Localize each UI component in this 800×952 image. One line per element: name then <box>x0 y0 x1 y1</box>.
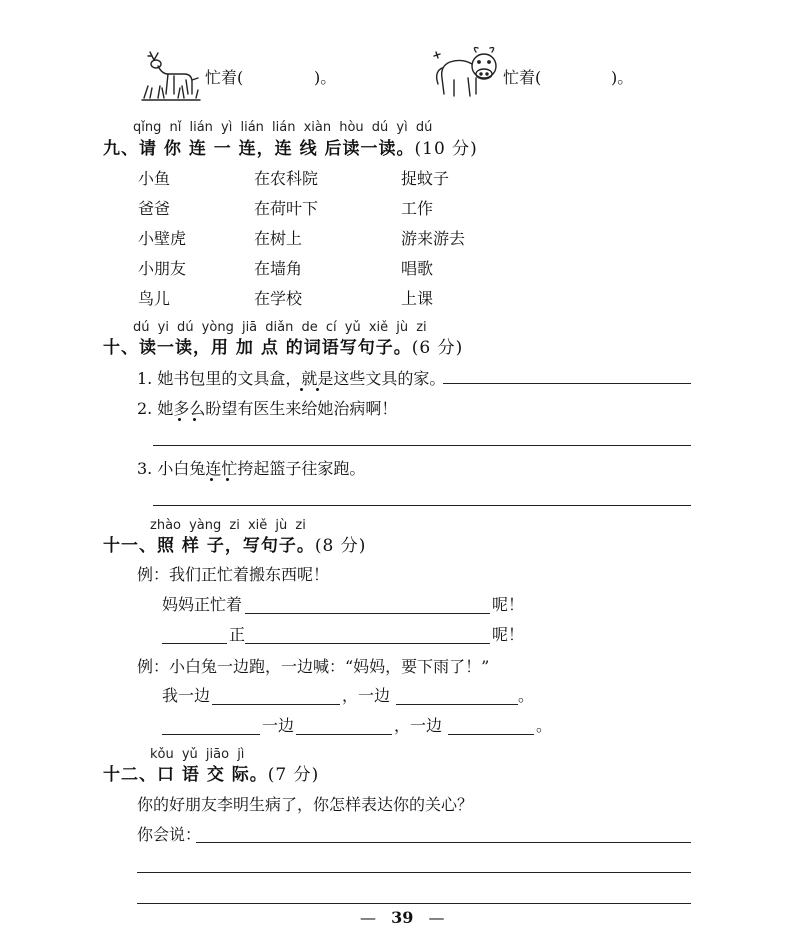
emphasis-dot <box>300 388 303 391</box>
ex1-a-suffix: 呢！ <box>492 595 525 614</box>
cow-illustration <box>432 44 502 100</box>
answer-line-3[interactable] <box>153 505 691 506</box>
match-col3-item[interactable]: 捉蚊子 <box>401 169 450 188</box>
answer-line-1[interactable] <box>443 383 691 384</box>
match-col1-item[interactable]: 小朋友 <box>138 259 187 278</box>
cow-blank-close: )。 <box>611 68 634 87</box>
match-col1-item[interactable]: 小壁虎 <box>138 229 187 248</box>
ex1-b-middle: 正 <box>229 625 246 644</box>
section12-title-text: 十二、口 语 交 际。 <box>103 765 268 785</box>
section11-score: (8 分) <box>314 536 367 556</box>
sentence-1: 1. 她书包里的文具盒，就是这些文具的家。 <box>137 369 446 388</box>
footer-dash-right: — <box>428 908 445 927</box>
example-2: 例：小白兔一边跑，一边喊：“妈妈，要下雨了！” <box>137 657 490 676</box>
ex2-b-answer-line-3[interactable] <box>448 734 534 735</box>
emphasis-dot <box>226 478 229 481</box>
match-col2-item[interactable]: 在荷叶下 <box>254 199 319 218</box>
speech-answer-line-3[interactable] <box>137 903 691 904</box>
match-col2-item[interactable]: 在墙角 <box>254 259 303 278</box>
match-col3-item[interactable]: 工作 <box>401 199 434 218</box>
section11-pinyin: zhào yàng zi xiě jù zi <box>150 518 306 533</box>
ex1-b-answer-line-1[interactable] <box>162 643 227 644</box>
section12-question: 你的好朋友李明生病了，你怎样表达你的关心？ <box>137 795 474 814</box>
section12-title <box>103 765 319 785</box>
section9-title-text: 九、请 你 连 一 连，连 线 后读一读。 <box>103 139 415 159</box>
section12-pinyin: kǒu yǔ jiāo jì <box>150 747 245 762</box>
section11-title-text: 十一、照 样 子，写句子。 <box>103 536 315 556</box>
ex1-b-suffix: 呢！ <box>492 625 525 644</box>
section11-title <box>103 536 366 556</box>
section10-title <box>103 338 463 358</box>
page-number-footer <box>360 908 444 928</box>
emphasis-dot <box>316 388 319 391</box>
ex2-a-answer-line-1[interactable] <box>212 704 340 705</box>
ex2-b-answer-line-2[interactable] <box>296 734 392 735</box>
section9-score: (10 分) <box>414 139 478 159</box>
page-number: 39 <box>391 908 414 927</box>
match-col2-item[interactable]: 在树上 <box>254 229 303 248</box>
section9-pinyin: qǐng nǐ lián yì lián lián xiàn hòu dú yì dú <box>133 120 433 135</box>
match-col2-item[interactable]: 在学校 <box>254 289 303 308</box>
ex2-b-answer-line-1[interactable] <box>162 734 260 735</box>
section12-score: (7 分) <box>267 765 320 785</box>
section10-title-text: 十、读一读，用 加 点 的词语写句子。 <box>103 338 412 358</box>
cow-icon <box>432 44 502 100</box>
match-col1-item[interactable]: 小鱼 <box>138 169 171 188</box>
ex2-a-answer-line-2[interactable] <box>396 704 518 705</box>
deer-blank-label: 忙着( <box>205 68 244 87</box>
ex1-a-prefix: 妈妈正忙着 <box>162 595 243 614</box>
footer-dash-left: — <box>360 908 376 927</box>
match-col3-item[interactable]: 唱歌 <box>401 259 434 278</box>
emphasis-dot <box>178 418 181 421</box>
section9-title <box>103 139 478 159</box>
ex2-a-prefix: 我一边 <box>162 686 211 705</box>
match-col3-item[interactable]: 游来游去 <box>401 229 466 248</box>
cow-blank-label: 忙着( <box>503 68 542 87</box>
ex2-a-suffix: 。 <box>518 686 535 705</box>
ex2-b-middle-1: 一边 <box>262 716 295 735</box>
deer-icon <box>140 50 202 102</box>
deer-blank-close: )。 <box>314 68 337 87</box>
speech-answer-line-2[interactable] <box>137 872 691 873</box>
sentence-2: 2. 她多么盼望有医生来给她治病啊！ <box>137 399 398 418</box>
deer-illustration <box>140 50 202 102</box>
speech-answer-line-1[interactable] <box>196 842 691 843</box>
ex1-a-answer-line[interactable] <box>245 613 490 614</box>
match-col3-item[interactable]: 上课 <box>401 289 434 308</box>
match-col2-item[interactable]: 在农科院 <box>254 169 319 188</box>
example-1: 例：我们正忙着搬东西呢！ <box>137 565 330 584</box>
section12-prompt: 你会说： <box>137 825 202 844</box>
match-col1-item[interactable]: 鸟儿 <box>138 289 171 308</box>
sentence-3: 3. 小白兔连忙挎起篮子往家跑。 <box>137 459 366 478</box>
ex2-b-suffix: 。 <box>536 716 553 735</box>
emphasis-dot <box>210 478 213 481</box>
section10-score: (6 分) <box>411 338 464 358</box>
ex2-a-middle: ，一边 <box>342 686 391 705</box>
section10-pinyin: dú yi dú yòng jiā diǎn de cí yǔ xiě jù zi <box>133 320 427 335</box>
answer-line-2[interactable] <box>153 445 691 446</box>
ex2-b-middle-2: ，一边 <box>394 716 443 735</box>
ex1-b-answer-line-2[interactable] <box>245 643 490 644</box>
emphasis-dot <box>193 418 196 421</box>
match-col1-item[interactable]: 爸爸 <box>138 199 171 218</box>
